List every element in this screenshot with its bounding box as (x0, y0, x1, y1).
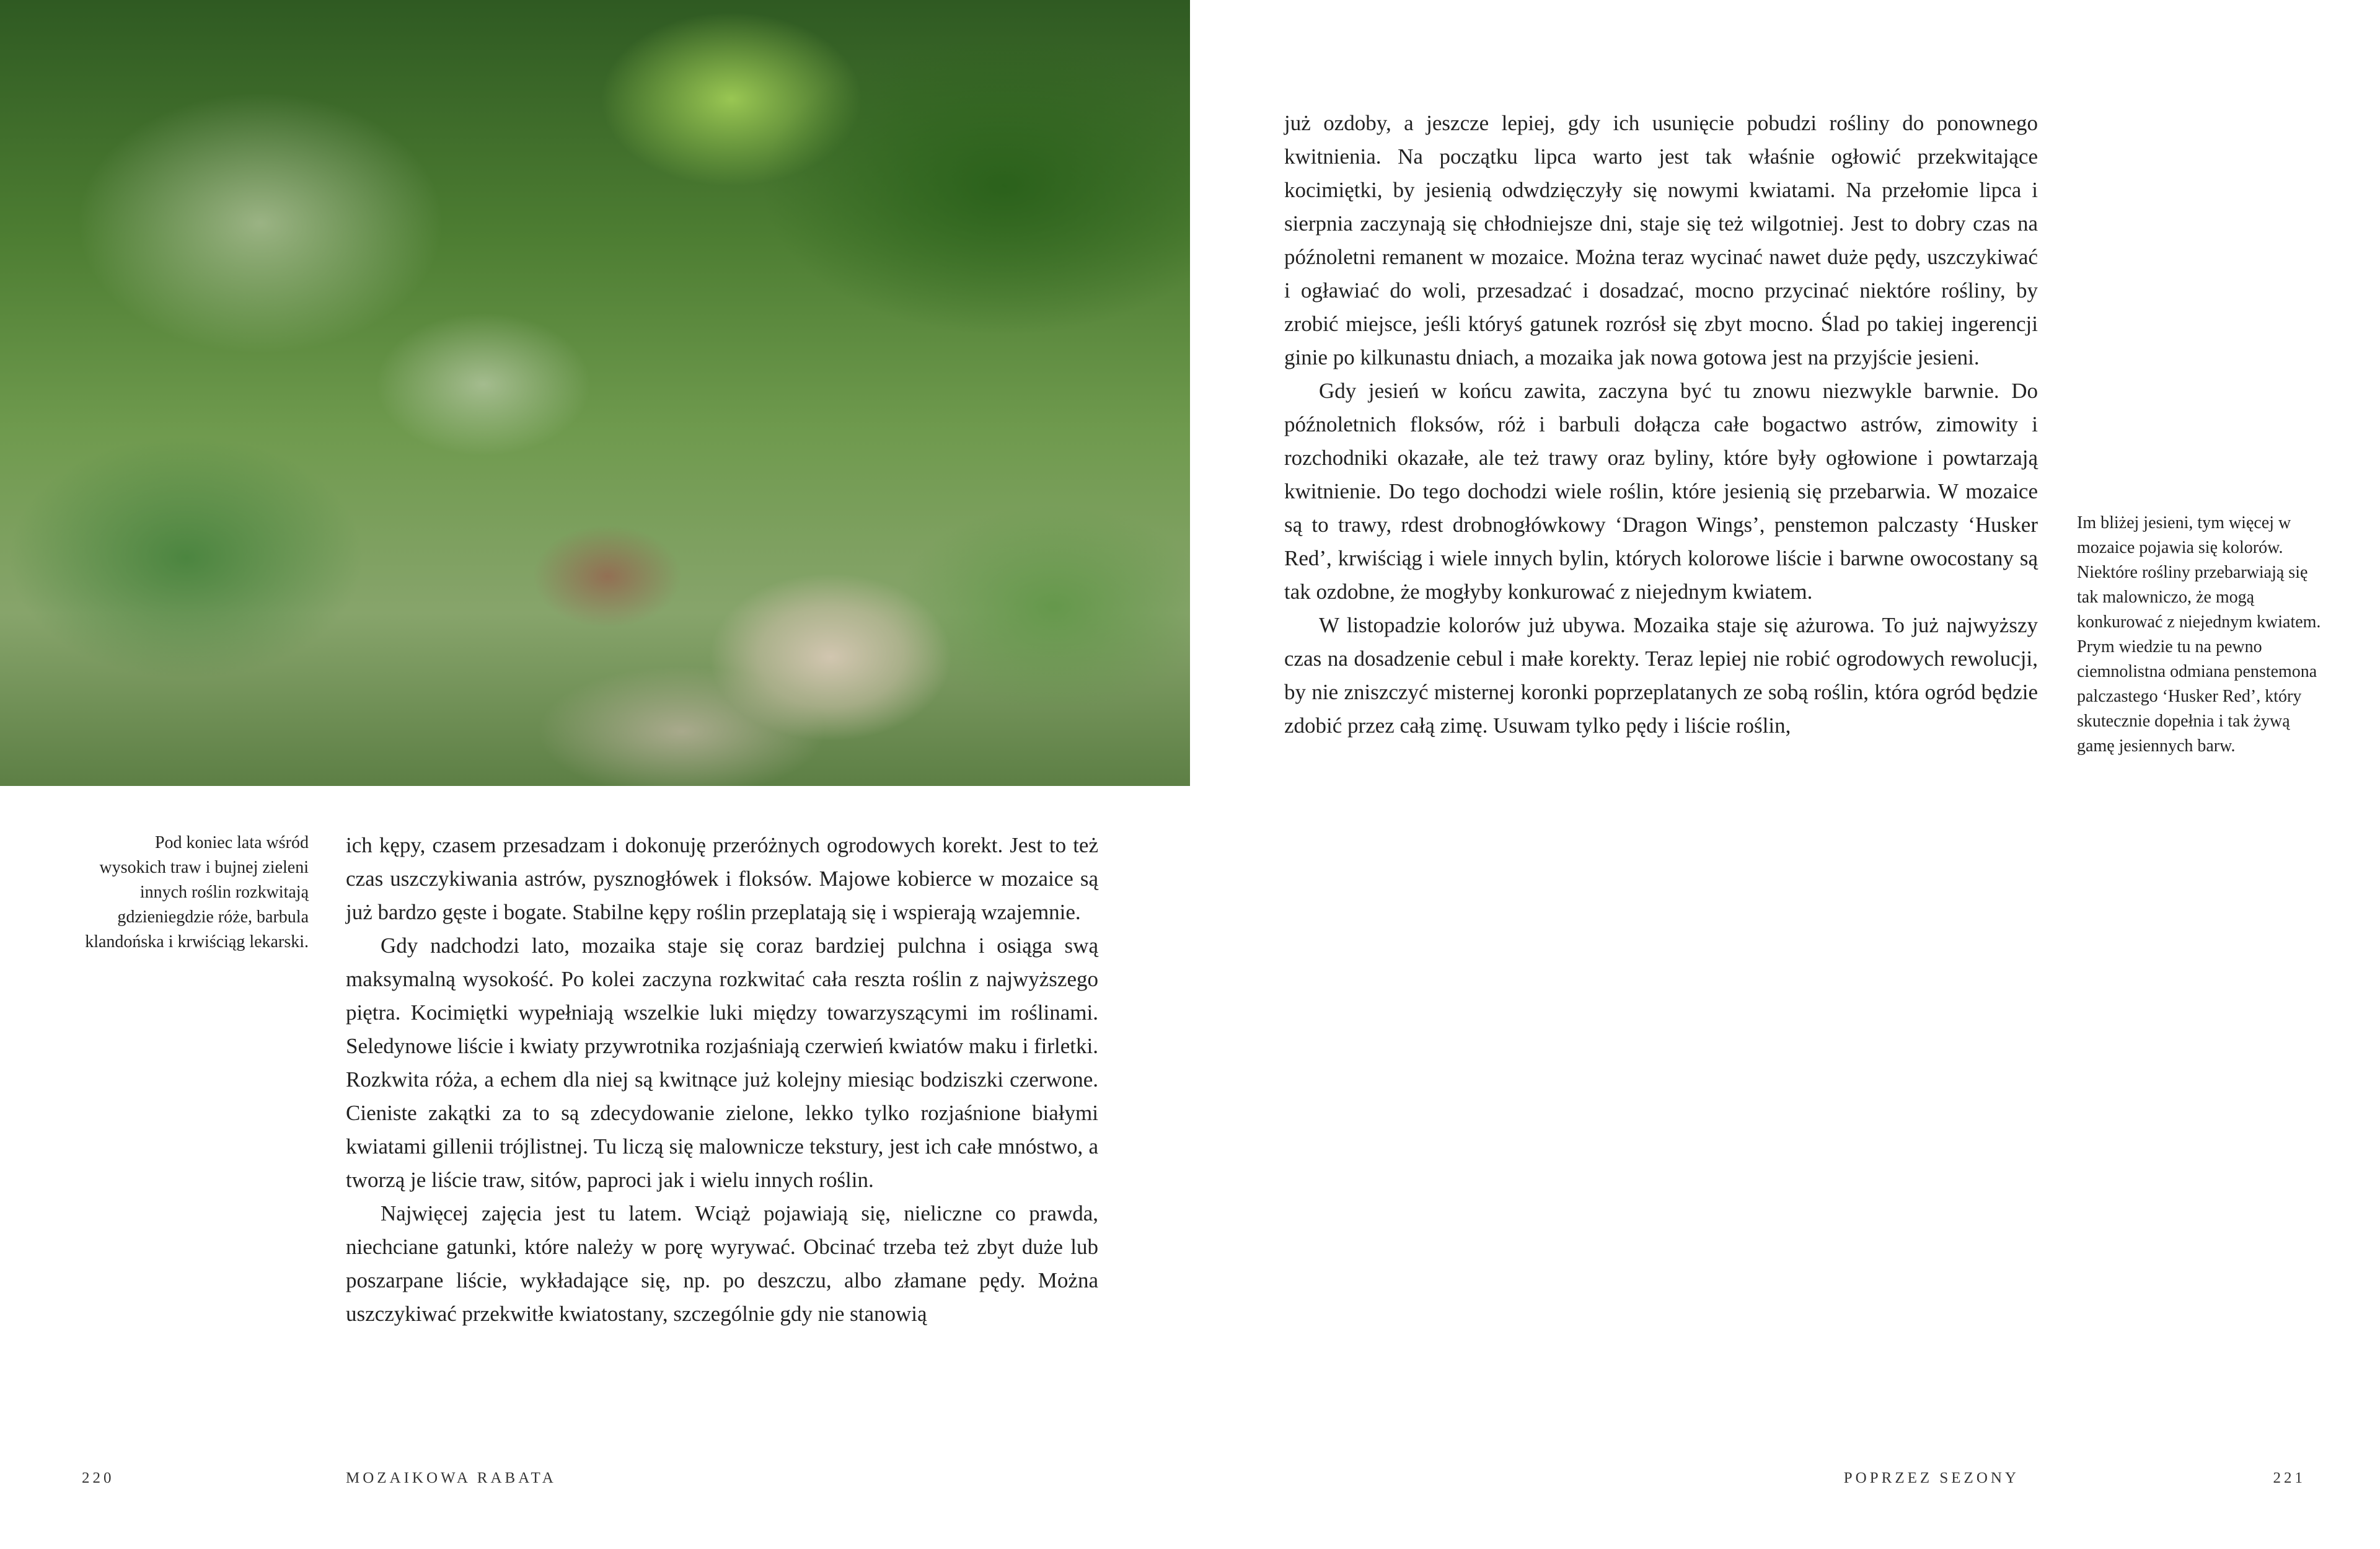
right-page (1190, 0, 2380, 1549)
paragraph: Gdy nadchodzi lato, mozaika staje się coraz bardziej pulchna i osiąga swą maksymalną wysokość. Po kolei zaczyna rozkwitać cała reszta roślin z najwyższego piętra. Kocimiętki wypełniają wszelkie luki między towarzyszącymi im roślinami. Seledynowe liście i kwiaty przywrotnika rozjaśniają czerwień kwiatów maku i firletki. Rozkwita róża, a echem dla niej są kwitnące już kolejny miesiąc bodziszki czerwone. Cieniste zakątki za to są zdecydowanie zielone, lekko tylko rozjaśnione białymi kwiatami gillenii trójlistnej. Tu liczą się malownicze tekstury, jest ich całe mnóstwo, a tworzą je liście traw, sitów, paproci jak i wielu innych roślin. (346, 933, 1098, 1192)
left-caption: Pod koniec lata wśród wysokich traw i bujnej zieleni innych roślin rozkwitają gdzieniegdzie róże, barbula klandońska i krwiściąg lekarski. (85, 833, 309, 951)
page-number-right: 221 (2273, 1470, 2306, 1486)
paragraph: już ozdoby, a jeszcze lepiej, gdy ich usunięcie pobudzi rośliny do ponownego kwitnienia. Na początku lipca warto jest tak właśnie ogłowić przekwitające kocimiętki, by jesienią odwdzięczyły się nowymi kwiatami. Na przełomie lipca i sierpnia zaczynają się chłodniejsze dni, staje się też wilgotniej. Jest to dobry czas na późnoletni remanent w mozaice. Można teraz wycinać nawet duże pędy, uszczykiwać i ogławiać do woli, przesadzać i dosadzać, mocno przycinać niektóre rośliny, by zrobić miejsce, jeśli któryś gatunek rozrósł się zbyt mocno. Ślad po takiej ingerencji ginie po kilkunastu dniach, a mozaika jak nowa gotowa jest na przyjście jesieni. (1284, 111, 2038, 369)
running-head-right: POPRZEZ SEZONY (1843, 1470, 2019, 1486)
paragraph: W listopadzie kolorów już ubywa. Mozaika staje się ażurowa. To już najwyższy czas na dosadzenie cebul i małe korekty. Teraz lepiej nie robić ogrodowych rewolucji, by nie zniszczyć misternej koronki poprzeplatanych ze sobą roślin, która ogród będzie zdobić przez całą zimę. Usuwam tylko pędy i liście roślin, (1284, 613, 2038, 738)
right-text-column (1284, 107, 2038, 743)
paragraph: Najwięcej zajęcia jest tu latem. Wciąż pojawiają się, nieliczne co prawda, niechciane gatunki, które należy w porę wyrywać. Obcinać trzeba też zbyt duże lub poszarpane liście, wykładające się, np. po deszczu, albo złamane pędy. Można uszczykiwać przekwitłe kwiatostany, szczególnie gdy nie stanowią (346, 1201, 1098, 1326)
left-text-column (346, 829, 1098, 1331)
right-caption: Im bliżej jesieni, tym więcej w mozaice pojawia się kolorów. Niektóre rośliny przebarwiają się tak malowniczo, że mogą konkurować z niejednym kwiatem. Prym wiedzie tu na pewno ciemnolistna odmiana penstemona palczastego ‘Husker Red’, który skutecznie dopełnia i tak żywą gamę jesiennych barw. (2077, 513, 2321, 756)
page-number-left: 220 (82, 1470, 115, 1486)
paragraph: ich kępy, czasem przesadzam i dokonuję przeróżnych ogrodowych korekt. Jest to też czas uszczykiwania astrów, pysznogłówek i floksów. Majowe kobierce w mozaice są już bardzo gęste i bogate. Stabilne kępy roślin przeplatają się i wspierają wzajemnie. (346, 833, 1098, 924)
garden-path-photo (0, 0, 1190, 786)
running-head-left: MOZAIKOWA RABATA (346, 1470, 557, 1486)
paragraph: Gdy jesień w końcu zawita, zaczyna być tu znowu niezwykle barwnie. Do późnoletnich floksów, róż i barbuli dołącza całe bogactwo astrów, zimowity i rozchodniki okazałe, ale też trawy oraz byliny, które były ogłowione i powtarzają kwitnienie. Do tego dochodzi wiele roślin, które jesienią się przebarwia. W mozaice są to trawy, rdest drobnogłówkowy ‘Dragon Wings’, penstemon palczasty ‘Husker Red’, krwiściąg i wiele innych bylin, których kolorowe liście i barwne owocostany są tak ozdobne, że mogłyby konkurować z niejednym kwiatem. (1284, 379, 2038, 604)
